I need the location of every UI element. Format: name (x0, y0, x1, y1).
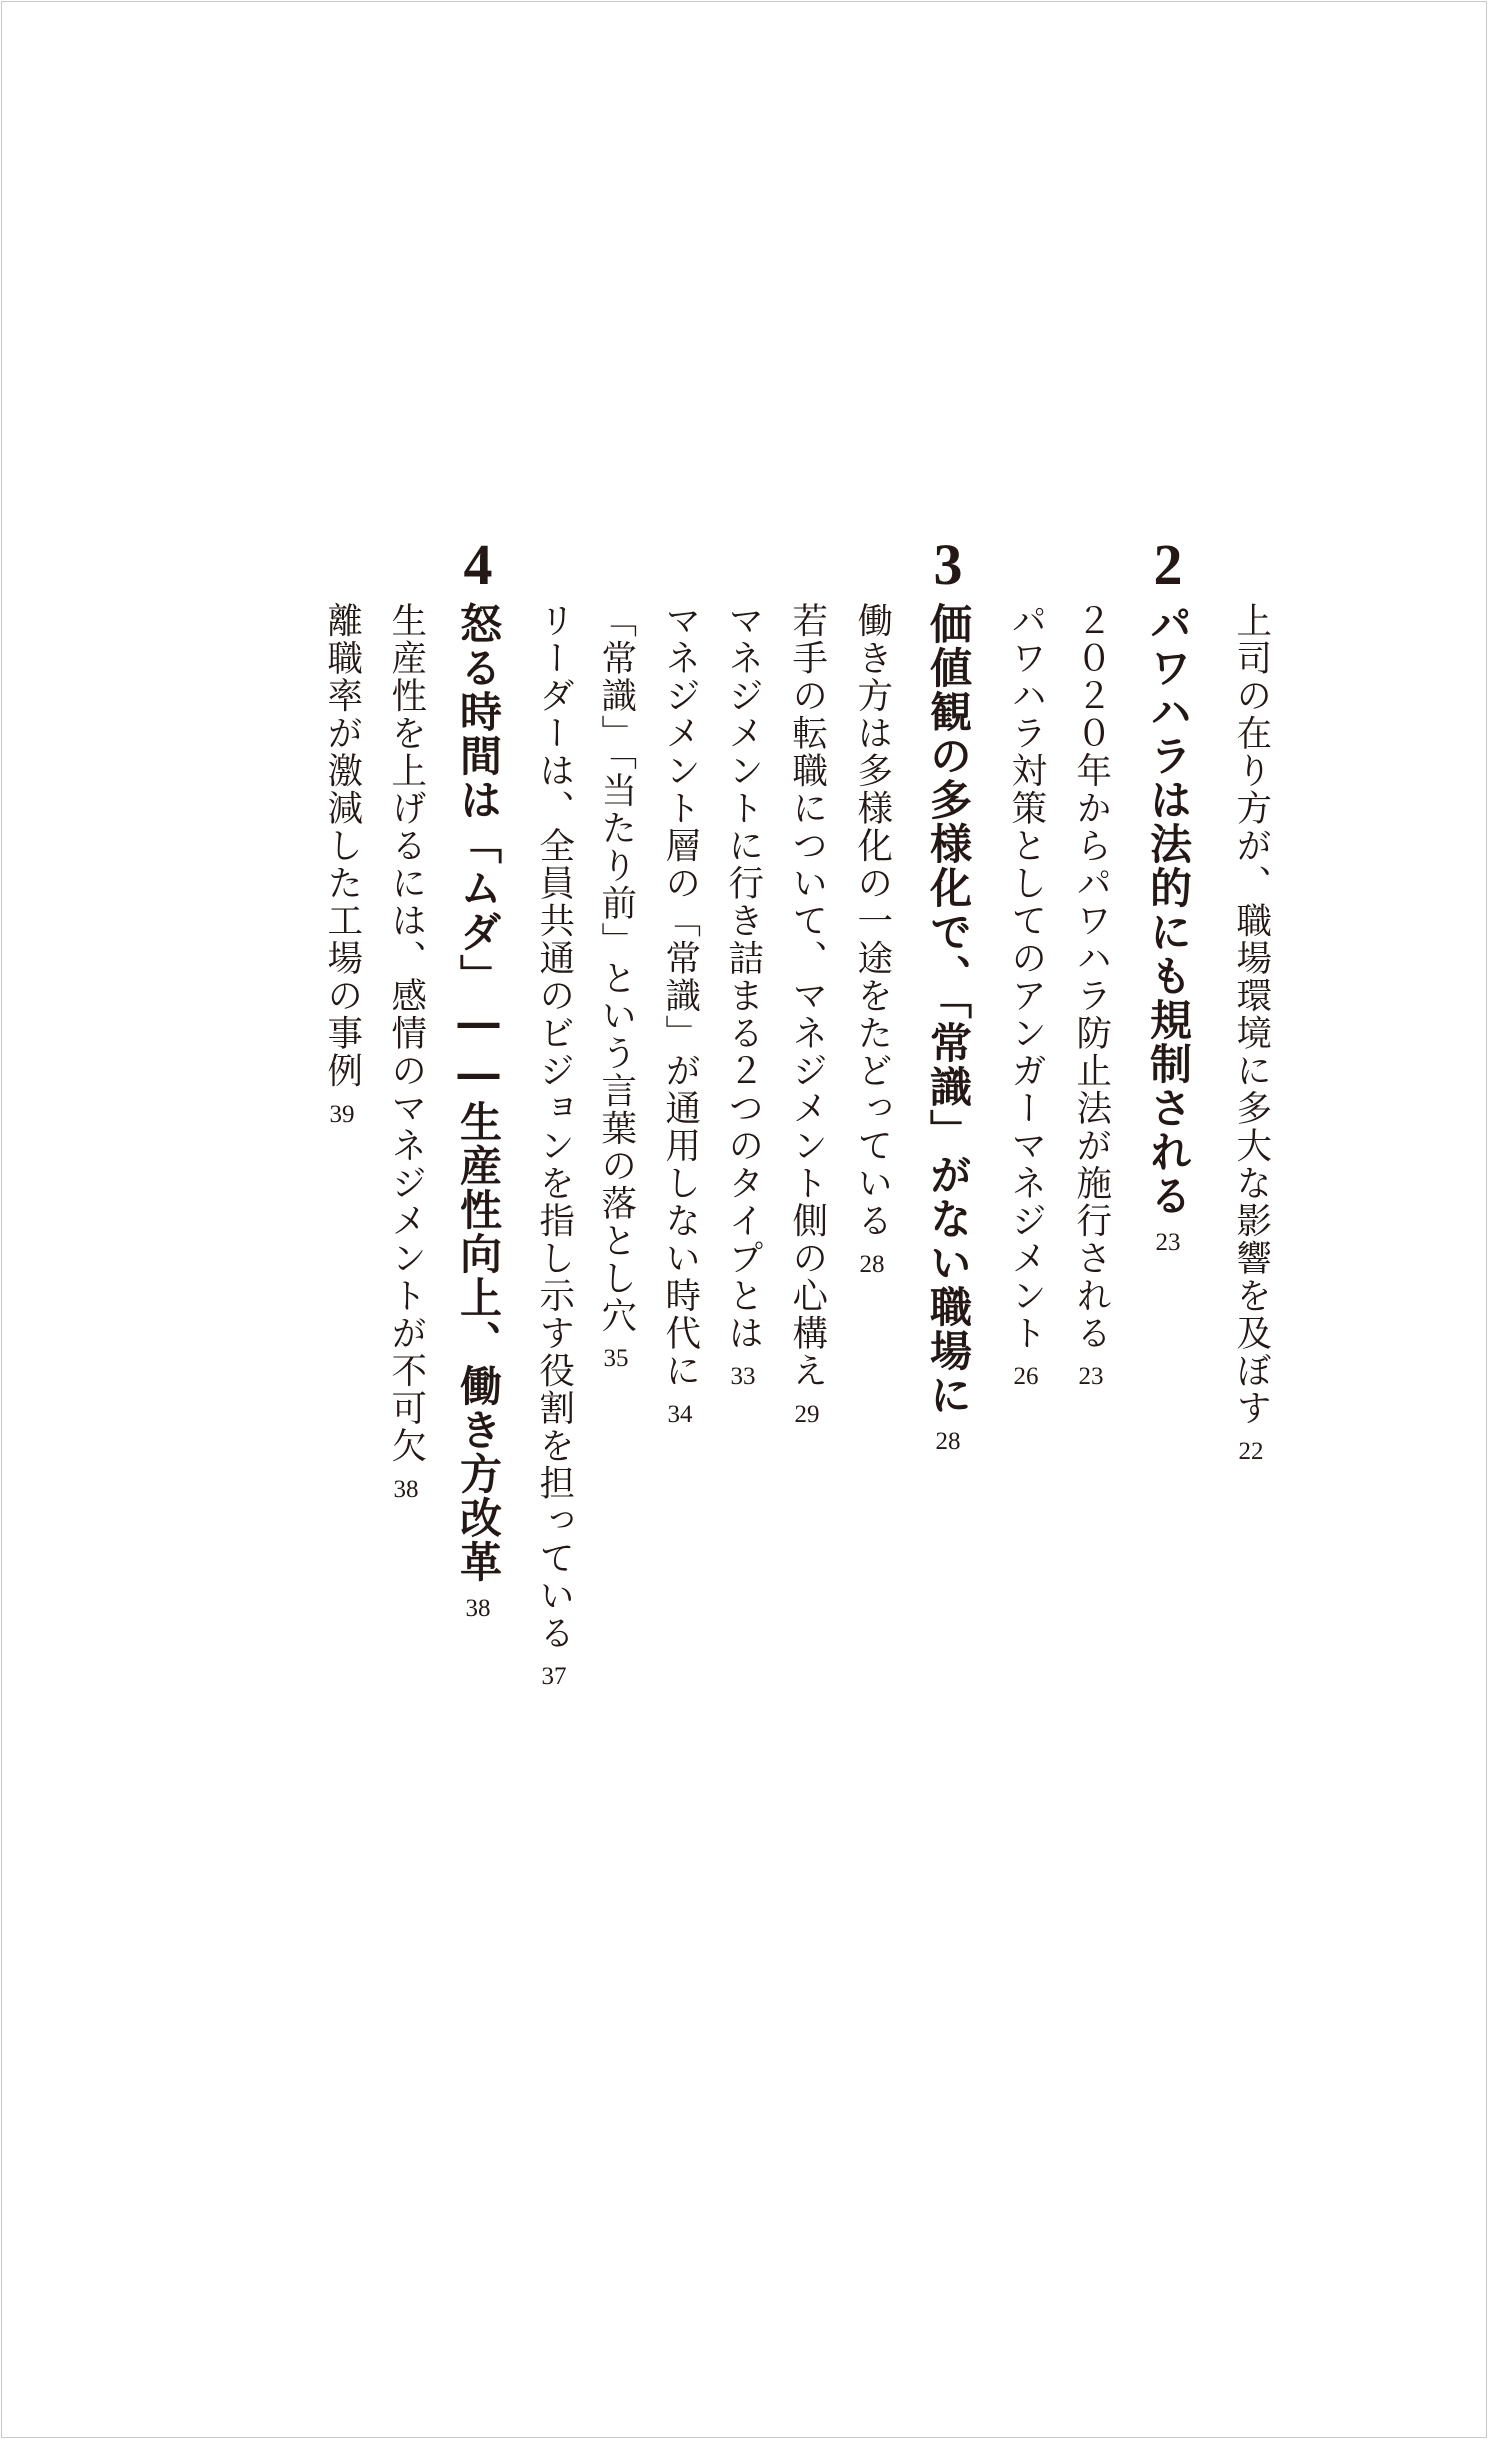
toc-entry[interactable] (584, 602, 648, 1371)
chapter-heading-title: 価値観の多様化で、「常識」がない職場に (924, 602, 973, 1417)
toc-entry-page: 35 (603, 1345, 629, 1373)
toc-entry-title: 若手の転職について、マネジメント側の心構え (786, 602, 828, 1390)
chapter-heading[interactable] (1136, 602, 1200, 1255)
toc-entry[interactable] (711, 602, 775, 1389)
toc-entry-title: パワハラ対策としてのアンガーマネジメント (1005, 602, 1047, 1352)
toc-entry[interactable] (374, 602, 438, 1502)
toc-entry-page: 38 (393, 1475, 419, 1503)
toc-entry[interactable] (522, 602, 586, 1689)
chapter-heading[interactable] (446, 602, 510, 1621)
toc-entry-title: 生産性を上げるには、感情のマネジメントが不可欠 (385, 602, 427, 1465)
chapter-heading-title: パワハラは法的にも規制される (1144, 602, 1193, 1218)
toc-entry-title: 「常識」「当たり前」という言葉の落とし穴 (595, 602, 637, 1335)
chapter-heading-title: 怒る時間は「ムダ」――生産性向上、働き方改革 (454, 602, 503, 1584)
toc-entry-title: マネジメントに行き詰まる２つのタイプとは (722, 602, 764, 1352)
toc-entry[interactable] (1059, 602, 1123, 1389)
chapter-heading-page: 23 (1155, 1229, 1181, 1256)
toc-entry-page: 23 (1078, 1363, 1104, 1390)
toc-entry-page: 26 (1013, 1363, 1039, 1390)
toc-entry-title: リーダーは、全員共通のビジョンを指し示す役割を担っている (533, 602, 575, 1652)
toc-entry[interactable] (994, 602, 1058, 1389)
chapter-heading-page: 28 (935, 1428, 961, 1455)
toc-entry-page: 37 (541, 1663, 567, 1690)
toc-entry-title: 離職率が激減した工場の事例 (321, 602, 363, 1090)
toc-entry-title: 働き方は多様化の一途をたどっている (851, 602, 893, 1240)
toc-entry-page: 34 (667, 1400, 693, 1428)
chapter-number: 3 (933, 532, 963, 597)
toc-entry[interactable] (840, 602, 904, 1277)
toc-entry-title: マネジメント層の「常識」が通用しない時代に (659, 602, 701, 1390)
toc-entry[interactable] (310, 602, 374, 1127)
chapter-heading-page: 38 (465, 1595, 491, 1622)
toc-entry-page: 33 (730, 1363, 756, 1390)
toc-entry[interactable] (775, 602, 839, 1427)
toc-entry-page: 28 (859, 1250, 885, 1278)
toc-entry-page: 29 (794, 1400, 820, 1428)
toc-entry[interactable] (1219, 602, 1283, 1464)
chapter-number: 4 (463, 532, 493, 597)
chapter-number: 2 (1153, 532, 1183, 597)
chapter-heading[interactable] (916, 602, 980, 1454)
toc-entry[interactable] (648, 602, 712, 1427)
toc-entry-title: ２０２０年からパワハラ防止法が施行される (1070, 602, 1112, 1352)
toc-entry-title: 上司の在り方が、職場環境に多大な影響を及ぼす (1230, 602, 1272, 1427)
toc-entry-page: 22 (1238, 1438, 1264, 1465)
toc-entry-page: 39 (329, 1100, 355, 1128)
